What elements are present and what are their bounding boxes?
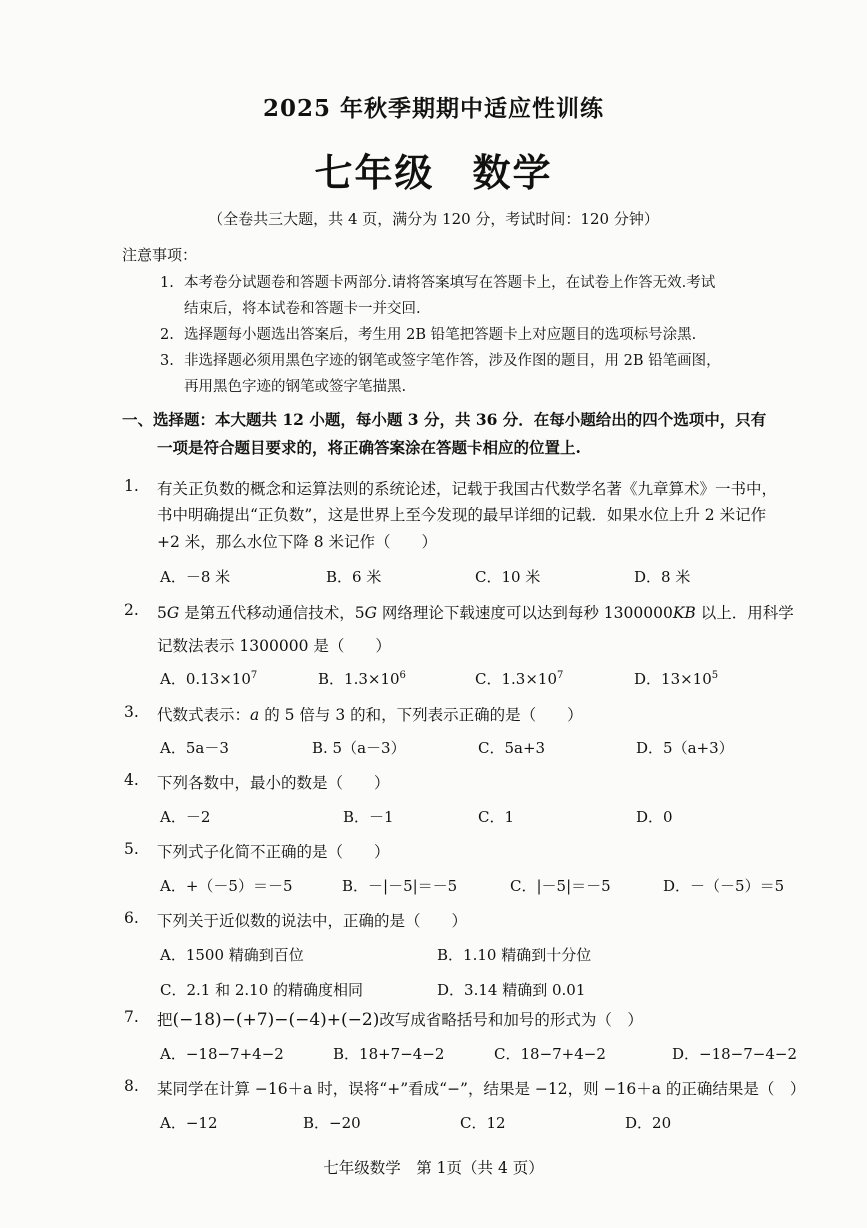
subject-label: 数学 [472, 150, 553, 195]
question-1-line2: 书中明确提出“正负数”，这是世界上至今发现的最早详细的记载．如果水位上升 2 米记作 [157, 506, 767, 524]
q1-option-d: D．8 米 [634, 568, 691, 586]
question-7-stem: 把(−18)−(+7)−(−4)+(−2)改写成省略括号和加号的形式为（ ） [157, 1010, 643, 1030]
q5-option-b: B．－|－5|＝－5 [342, 877, 458, 895]
q4-option-c: C．1 [478, 808, 515, 826]
q6-option-b: B．1.10 精确到十分位 [437, 946, 592, 964]
question-1-number: 1. [124, 477, 139, 495]
question-3-number: 3. [124, 703, 139, 721]
q7-option-c: C．18−7+4−2 [494, 1045, 606, 1063]
question-5-stem: 下列式子化简不正确的是（ ） [157, 843, 390, 861]
note-3-line2: 再用黑色字迹的钢笔或签字笔描黑. [184, 379, 407, 395]
question-2-line2: 记数法表示 1300000 是（ ） [157, 637, 391, 655]
note-1-line2: 结束后，将本试卷和答题卡一并交回. [184, 301, 421, 317]
exam-title: 2025 年秋季期期中适应性训练 [262, 95, 605, 122]
q1-option-b: B．6 米 [326, 568, 382, 586]
q3-option-c: C．5a+3 [478, 739, 546, 757]
q8-option-a: A．−12 [160, 1114, 218, 1132]
notes-heading: 注意事项： [122, 246, 198, 264]
question-8-number: 8. [124, 1077, 139, 1095]
q7-option-b: B．18+7−4−2 [333, 1045, 445, 1063]
q1-option-c: C．10 米 [475, 568, 541, 586]
q6-option-c: C．2.1 和 2.10 的精确度相同 [160, 981, 364, 999]
exam-info: （全卷共三大题，共 4 页，满分为 120 分，考试时间：120 分钟） [208, 210, 659, 228]
q5-option-c: C．|－5|＝－5 [510, 877, 611, 895]
q2-option-c: C．$1.3\times 10^7$ [475, 670, 564, 688]
q8-option-c: C．12 [460, 1114, 506, 1132]
grade-label: 七年级 [314, 150, 435, 195]
q2-option-d: D．$13\times 10^5$ [634, 670, 719, 688]
question-3-stem: 代数式表示：a 的 5 倍与 3 的和，下列表示正确的是（ ） [157, 706, 583, 724]
q7-option-a: A．−18−7+4−2 [160, 1045, 284, 1063]
q3-option-b: B. 5（a－3） [312, 739, 406, 757]
note-3-line1: 3. 非选择题必须用黑色字迹的钢笔或签字笔作答，涉及作图的题目，用 2B 铅笔画图， [160, 353, 721, 369]
note-1-line1: 1. 本考卷分试题卷和答题卡两部分.请将答案填写在答题卡上，在试卷上作答无效.考试 [160, 275, 716, 291]
question-2-number: 2. [124, 601, 139, 619]
question-4-number: 4. [124, 771, 139, 789]
section-1-heading: 一、选择题：本大题共 12 小题，每小题 3 分，共 36 分．在每小题给出的四个选项中，只有 [122, 410, 767, 429]
question-1-line1: 有关正负数的概念和运算法则的系统论述，记载于我国古代数学名著《九章算术》一书中， [157, 480, 778, 498]
question-7-number: 7. [124, 1008, 139, 1026]
exam-subject [0, 142, 867, 197]
question-1-line3: +2 米，那么水位下降 8 米记作（ ） [157, 533, 437, 551]
q4-option-a: A．－2 [160, 808, 211, 826]
question-8-stem: 某同学在计算 −16＋a 时，误将“+”看成“−”，结果是 −12，则 −16＋a 的正确结果是（ ） [157, 1080, 806, 1098]
question-4-stem: 下列各数中，最小的数是（ ） [157, 774, 390, 792]
page-footer: 七年级数学 第 1页（共 4 页） [323, 1159, 544, 1177]
question-2-line1: 5G 是第五代移动通信技术，5G 网络理论下载速度可以达到每秒 1300000KB 以上．用科学 [157, 604, 794, 622]
q4-option-d: D．0 [636, 808, 673, 826]
q8-option-b: B．−20 [303, 1114, 361, 1132]
question-5-number: 5. [124, 840, 139, 858]
q5-option-a: A．+（－5）＝－5 [160, 877, 293, 895]
q2-option-a: A．$0.13\times 10^7$ [160, 670, 258, 688]
q8-option-d: D．20 [625, 1114, 672, 1132]
section-1-heading-line2: 一项是符合题目要求的，将正确答案涂在答题卡相应的位置上. [157, 438, 581, 457]
q3-option-d: D．5（a+3） [636, 739, 734, 757]
q4-option-b: B．－1 [343, 808, 394, 826]
q1-option-a: A．－8 米 [160, 568, 231, 586]
q7-option-d: D．−18−7−4−2 [672, 1045, 798, 1063]
question-6-stem: 下列关于近似数的说法中，正确的是（ ） [157, 912, 468, 930]
q5-option-d: D．－（－5）＝5 [663, 877, 785, 895]
q2-option-b: B．$1.3\times 10^6$ [318, 670, 406, 688]
q6-option-d: D．3.14 精确到 0.01 [437, 981, 586, 999]
note-2: 2. 选择题每小题选出答案后，考生用 2B 铅笔把答题卡上对应题目的选项标号涂黑. [160, 327, 697, 343]
q6-option-a: A．1500 精确到百位 [160, 946, 304, 964]
q3-option-a: A．5a－3 [160, 739, 229, 757]
question-6-number: 6. [124, 909, 139, 927]
